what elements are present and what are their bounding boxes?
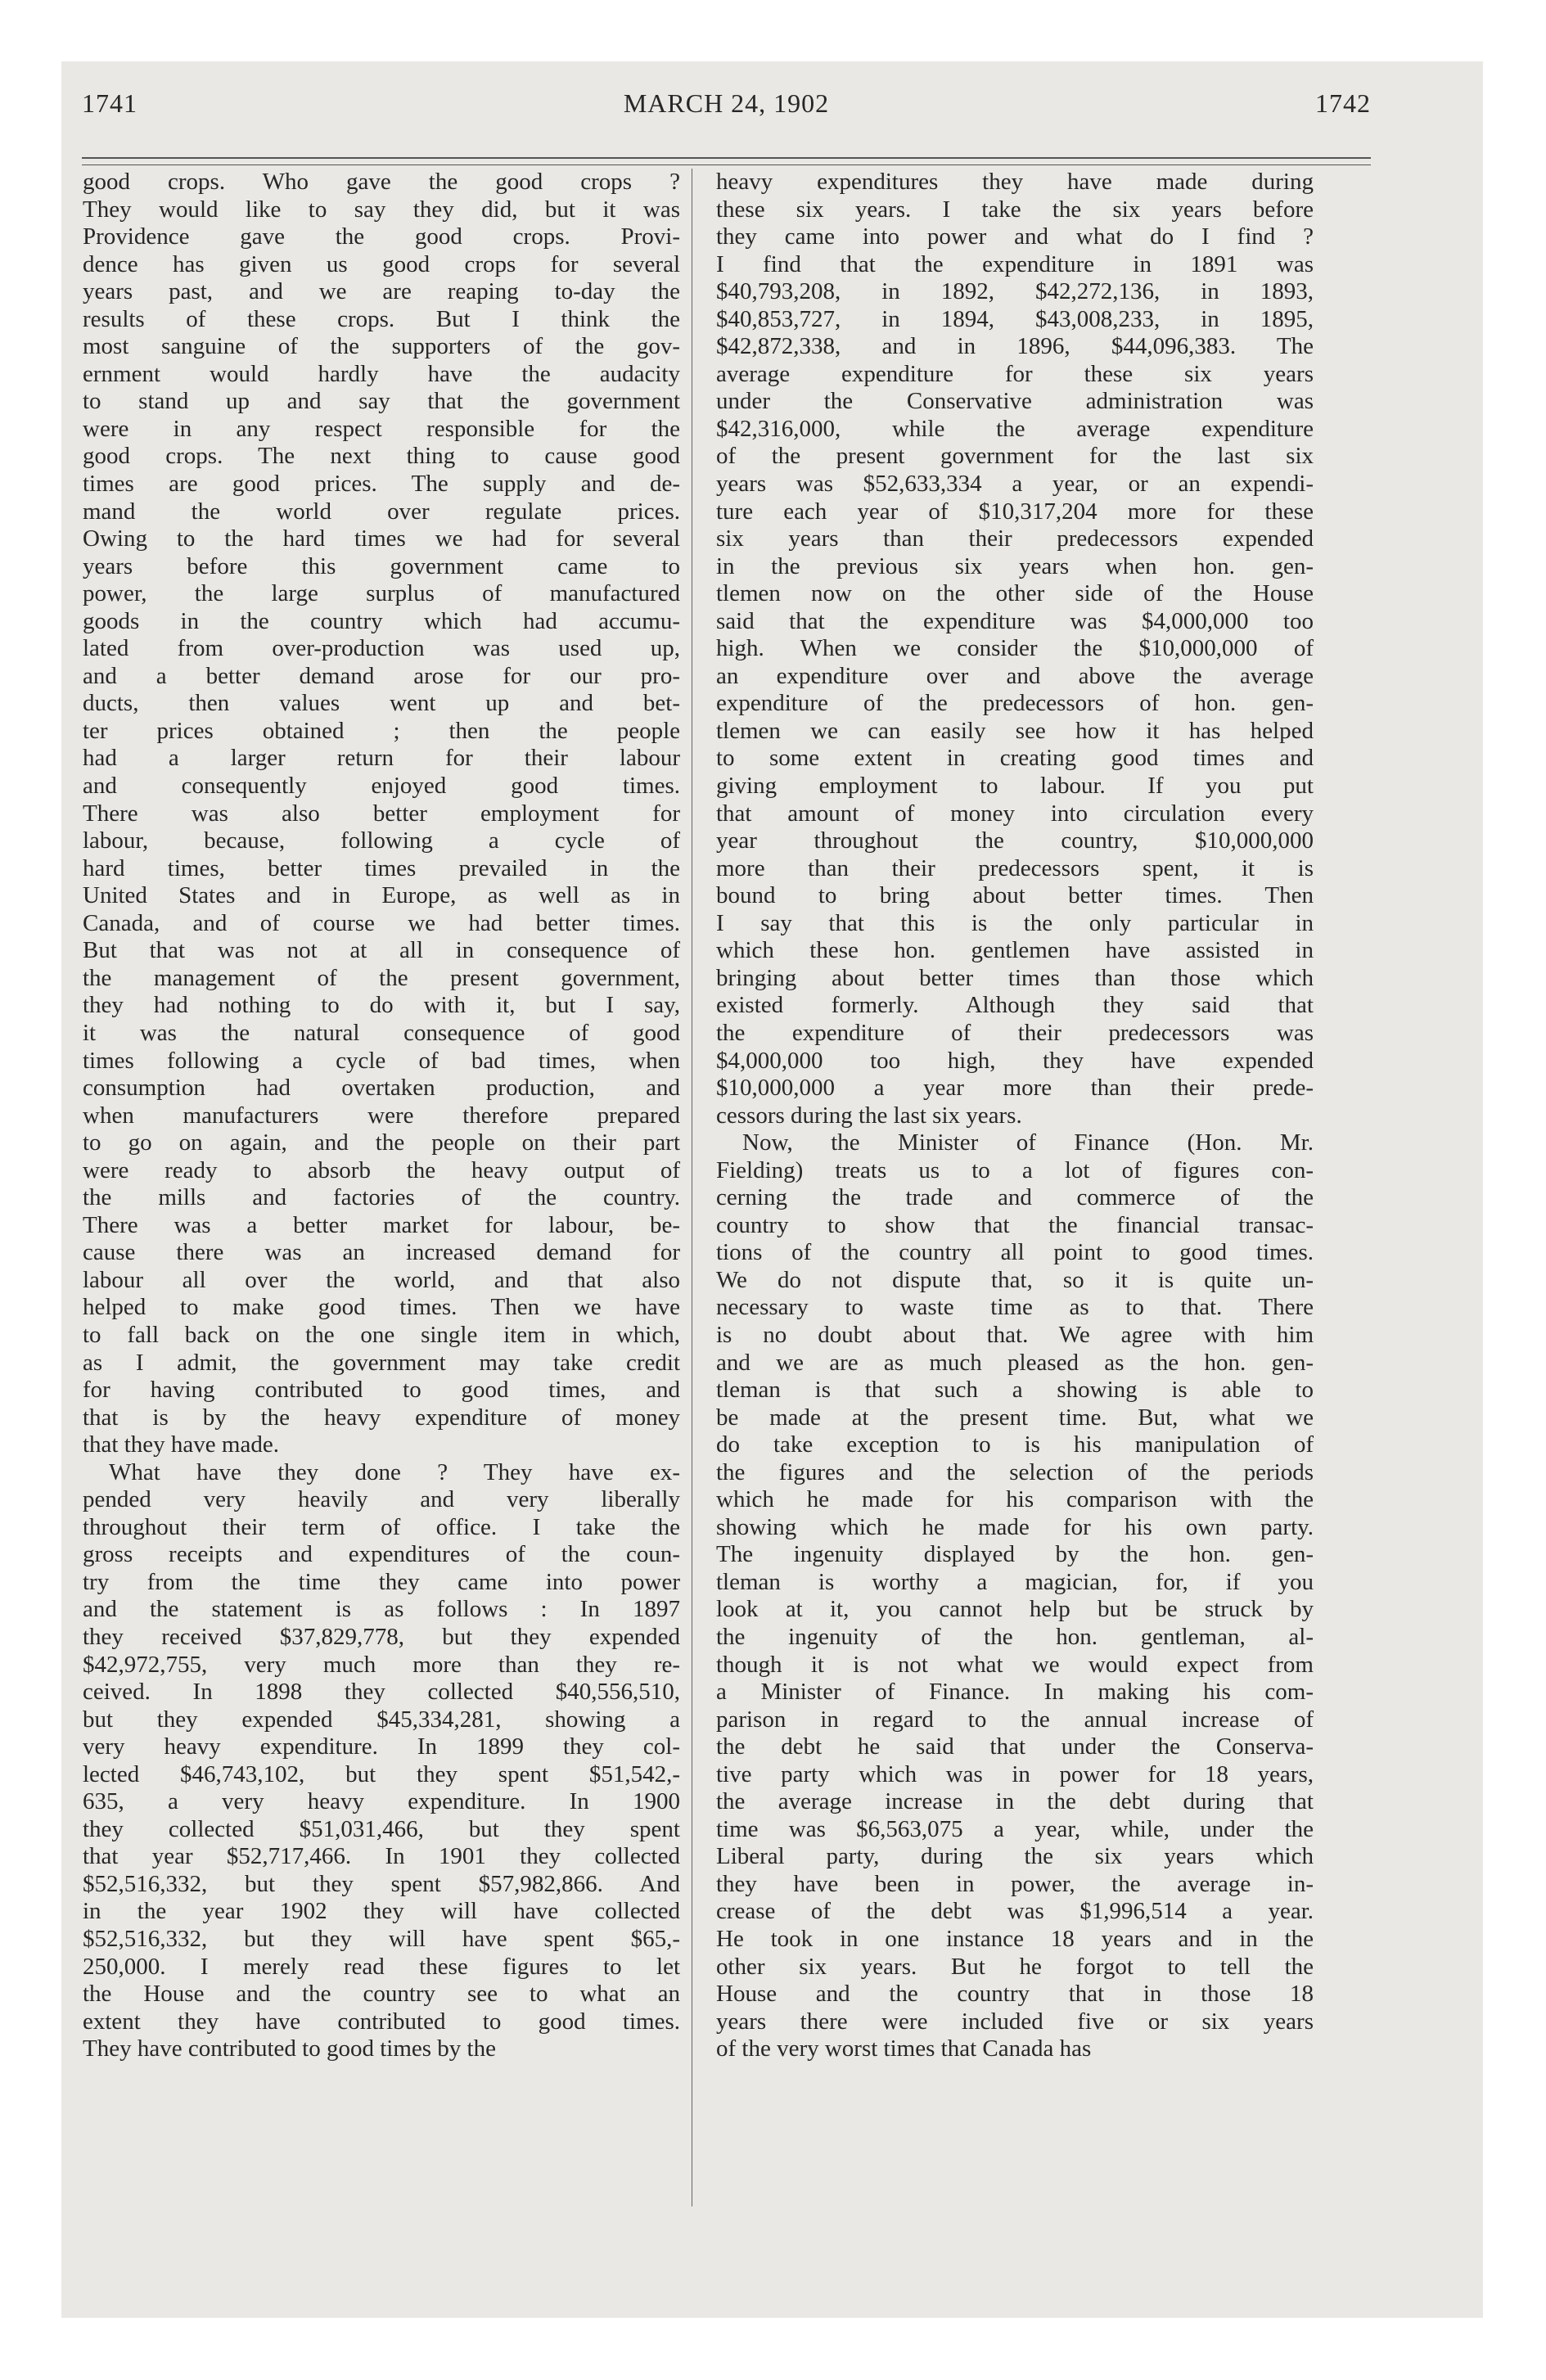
text-line: a Minister of Finance. In making his com- bbox=[716, 1679, 1314, 1706]
text-line: which he made for his comparison with the bbox=[716, 1486, 1314, 1513]
text-line: the ingenuity of the hon. gentleman, al- bbox=[716, 1623, 1314, 1650]
text-line: very heavy expenditure. In 1899 they col- bbox=[83, 1733, 680, 1760]
text-line: $4,000,000 too high, they have expended bbox=[716, 1047, 1314, 1074]
text-line: the average increase in the debt during that bbox=[716, 1788, 1314, 1815]
text-line: tleman is worthy a magician, for, if you bbox=[716, 1568, 1314, 1595]
text-line: years before this government came to bbox=[83, 552, 680, 579]
text-line: good crops. The next thing to cause good bbox=[83, 443, 680, 470]
text-line: tlemen we can easily see how it has helped bbox=[716, 717, 1314, 744]
text-line: it was the natural consequence of good bbox=[83, 1019, 680, 1046]
text-line: the mills and factories of the country. bbox=[83, 1184, 680, 1211]
text-line: as I admit, the government may take credit bbox=[83, 1349, 680, 1376]
text-line: crease of the debt was $1,996,514 a year. bbox=[716, 1898, 1314, 1925]
text-line: They would like to say they did, but it was bbox=[83, 196, 680, 223]
text-line: years there were included five or six years bbox=[716, 2008, 1314, 2035]
text-line: the figures and the selection of the periods bbox=[716, 1458, 1314, 1485]
text-line: ter prices obtained ; then the people bbox=[83, 717, 680, 744]
text-line: country to show that the financial transac- bbox=[716, 1211, 1314, 1238]
text-line: $52,516,332, but they will have spent $65,- bbox=[83, 1926, 680, 1952]
text-line: Fielding) treats us to a lot of figures con- bbox=[716, 1156, 1314, 1183]
text-line: times are good prices. The supply and de- bbox=[83, 471, 680, 498]
text-line: lated from over-production was used up, bbox=[83, 635, 680, 662]
text-line: which these hon. gentlemen have assisted in bbox=[716, 937, 1314, 964]
left-column bbox=[83, 169, 680, 2063]
text-line: goods in the country which had accumu- bbox=[83, 607, 680, 634]
text-line: to some extent in creating good times and bbox=[716, 745, 1314, 772]
right-column bbox=[716, 169, 1314, 2063]
text-line: but they expended $45,334,281, showing a bbox=[83, 1706, 680, 1733]
text-line: expenditure of the predecessors of hon. gen- bbox=[716, 690, 1314, 717]
text-line: labour all over the world, and that also bbox=[83, 1266, 680, 1293]
text-line: bound to bring about better times. Then bbox=[716, 882, 1314, 909]
page-date: MARCH 24, 1902 bbox=[623, 88, 830, 118]
text-line: an expenditure over and above the average bbox=[716, 662, 1314, 689]
text-line: and the statement is as follows : In 1897 bbox=[83, 1596, 680, 1623]
text-line: most sanguine of the supporters of the gov- bbox=[83, 333, 680, 360]
text-line: There was also better employment for bbox=[83, 800, 680, 827]
text-line: mand the world over regulate prices. bbox=[83, 498, 680, 525]
text-line: year throughout the country, $10,000,000 bbox=[716, 827, 1314, 854]
text-line: 635, a very heavy expenditure. In 1900 bbox=[83, 1788, 680, 1815]
text-line: do take exception to is his manipulation of bbox=[716, 1431, 1314, 1458]
text-line: power, the large surplus of manufactured bbox=[83, 580, 680, 607]
text-line: necessary to waste time as to that. There bbox=[716, 1294, 1314, 1321]
header-rule bbox=[82, 157, 1371, 159]
text-line: they had nothing to do with it, but I say, bbox=[83, 992, 680, 1019]
text-line: tleman is that such a showing is able to bbox=[716, 1377, 1314, 1404]
text-line: to go on again, and the people on their part bbox=[83, 1129, 680, 1156]
text-line: results of these crops. But I think the bbox=[83, 305, 680, 332]
text-line: House and the country that in those 18 bbox=[716, 1981, 1314, 2008]
text-line: dence has given us good crops for several bbox=[83, 250, 680, 277]
text-line: bringing about better times than those which bbox=[716, 964, 1314, 991]
text-line: heavy expenditures they have made during bbox=[716, 169, 1314, 195]
text-line: they came into power and what do I find ? bbox=[716, 223, 1314, 250]
text-line: He took in one instance 18 years and in the bbox=[716, 1926, 1314, 1952]
text-line: though it is not what we would expect from bbox=[716, 1651, 1314, 1678]
text-line: they collected $51,031,466, but they spent bbox=[83, 1815, 680, 1842]
text-line: other six years. But he forgot to tell the bbox=[716, 1953, 1314, 1980]
text-line: $42,872,338, and in 1896, $44,096,383. The bbox=[716, 333, 1314, 360]
text-line: in the previous six years when hon. gen- bbox=[716, 552, 1314, 579]
text-line: that they have made. bbox=[83, 1431, 279, 1458]
text-line: helped to make good times. Then we have bbox=[83, 1294, 680, 1321]
text-line: The ingenuity displayed by the hon. gen- bbox=[716, 1541, 1314, 1568]
text-line: were in any respect responsible for the bbox=[83, 415, 680, 442]
text-line: There was a better market for labour, be- bbox=[83, 1211, 680, 1238]
text-line: the expenditure of their predecessors was bbox=[716, 1019, 1314, 1046]
text-line: to fall back on the one single item in which, bbox=[83, 1321, 680, 1348]
text-line: six years than their predecessors expended bbox=[716, 525, 1314, 552]
text-line: I find that the expenditure in 1891 was bbox=[716, 250, 1314, 277]
page-number-right: 1742 bbox=[1315, 88, 1371, 118]
text-line: the debt he said that under the Conserva- bbox=[716, 1733, 1314, 1760]
text-line: ture each year of $10,317,204 more for these bbox=[716, 498, 1314, 525]
text-line: $42,316,000, while the average expenditure bbox=[716, 415, 1314, 442]
text-line: pended very heavily and very liberally bbox=[83, 1486, 680, 1513]
text-line: that amount of money into circulation every bbox=[716, 800, 1314, 827]
text-line: $10,000,000 a year more than their prede- bbox=[716, 1075, 1314, 1102]
text-line: years was $52,633,334 a year, or an expendi- bbox=[716, 471, 1314, 498]
text-line: of the present government for the last six bbox=[716, 443, 1314, 470]
text-line: giving employment to labour. If you put bbox=[716, 773, 1314, 800]
text-line: ducts, then values went up and bet- bbox=[83, 690, 680, 717]
text-line: that year $52,717,466. In 1901 they collected bbox=[83, 1843, 680, 1870]
text-line: cessors during the last six years. bbox=[716, 1102, 1022, 1129]
text-line: these six years. I take the six years before bbox=[716, 196, 1314, 223]
text-line: try from the time they came into power bbox=[83, 1568, 680, 1595]
text-line: gross receipts and expenditures of the coun- bbox=[83, 1541, 680, 1568]
text-line: times following a cycle of bad times, when bbox=[83, 1047, 680, 1074]
text-line: Liberal party, during the six years which bbox=[716, 1843, 1314, 1870]
text-line: the management of the present government, bbox=[83, 964, 680, 991]
text-line: and a better demand arose for our pro- bbox=[83, 662, 680, 689]
text-line: existed formerly. Although they said that bbox=[716, 992, 1314, 1019]
text-line: good crops. Who gave the good crops ? bbox=[83, 169, 680, 195]
text-line: $42,972,755, very much more than they re- bbox=[83, 1651, 680, 1678]
text-line: under the Conservative administration was bbox=[716, 388, 1314, 415]
text-line: throughout their term of office. I take the bbox=[83, 1513, 680, 1540]
text-line: and consequently enjoyed good times. bbox=[83, 773, 680, 800]
text-line: labour, because, following a cycle of bbox=[83, 827, 680, 854]
text-line: consumption had overtaken production, and bbox=[83, 1075, 680, 1102]
text-line: they received $37,829,778, but they expended bbox=[83, 1623, 680, 1650]
text-line: What have they done ? They have ex- bbox=[109, 1458, 680, 1485]
text-line: tive party which was in power for 18 years, bbox=[716, 1760, 1314, 1787]
text-line: Providence gave the good crops. Provi- bbox=[83, 223, 680, 250]
text-line: We do not dispute that, so it is quite un- bbox=[716, 1266, 1314, 1293]
text-line: Owing to the hard times we had for several bbox=[83, 525, 680, 552]
text-line: But that was not at all in consequence of bbox=[83, 937, 680, 964]
text-line: had a larger return for their labour bbox=[83, 745, 680, 772]
text-line: lected $46,743,102, but they spent $51,542,- bbox=[83, 1760, 680, 1787]
text-line: be made at the present time. But, what we bbox=[716, 1404, 1314, 1431]
text-line: extent they have contributed to good times. bbox=[83, 2008, 680, 2035]
text-line: the House and the country see to what an bbox=[83, 1981, 680, 2008]
text-line: cerning the trade and commerce of the bbox=[716, 1184, 1314, 1211]
text-line: in the year 1902 they will have collected bbox=[83, 1898, 680, 1925]
page-header bbox=[82, 88, 1371, 134]
text-line: cause there was an increased demand for bbox=[83, 1239, 680, 1266]
text-line: and we are as much pleased as the hon. gen- bbox=[716, 1349, 1314, 1376]
text-line: $40,793,208, in 1892, $42,272,136, in 1893, bbox=[716, 278, 1314, 305]
text-line: look at it, you cannot help but be struck by bbox=[716, 1596, 1314, 1623]
text-line: is no doubt about that. We agree with him bbox=[716, 1321, 1314, 1348]
text-line: they have been in power, the average in- bbox=[716, 1870, 1314, 1897]
text-line: that is by the heavy expenditure of money bbox=[83, 1404, 680, 1431]
text-line: hard times, better times prevailed in the bbox=[83, 854, 680, 881]
text-line: years past, and we are reaping to-day the bbox=[83, 278, 680, 305]
text-line: tlemen now on the other side of the House bbox=[716, 580, 1314, 607]
text-line: average expenditure for these six years bbox=[716, 360, 1314, 387]
text-line: high. When we consider the $10,000,000 of bbox=[716, 635, 1314, 662]
text-line: I say that this is the only particular in bbox=[716, 909, 1314, 936]
text-line: showing which he made for his own party. bbox=[716, 1513, 1314, 1540]
text-line: to stand up and say that the government bbox=[83, 388, 680, 415]
text-line: 250,000. I merely read these figures to let bbox=[83, 1953, 680, 1980]
text-line: ceived. In 1898 they collected $40,556,510, bbox=[83, 1679, 680, 1706]
text-line: tions of the country all point to good times. bbox=[716, 1239, 1314, 1266]
text-line: time was $6,563,075 a year, while, under the bbox=[716, 1815, 1314, 1842]
text-line: $40,853,727, in 1894, $43,008,233, in 1895, bbox=[716, 305, 1314, 332]
text-line: more than their predecessors spent, it is bbox=[716, 854, 1314, 881]
text-line: They have contributed to good times by the bbox=[83, 2035, 496, 2062]
text-line: said that the expenditure was $4,000,000 too bbox=[716, 607, 1314, 634]
page-number-left: 1741 bbox=[82, 88, 137, 118]
text-line: ernment would hardly have the audacity bbox=[83, 360, 680, 387]
text-line: were ready to absorb the heavy output of bbox=[83, 1156, 680, 1183]
text-line: for having contributed to good times, and bbox=[83, 1377, 680, 1404]
text-line: Canada, and of course we had better times. bbox=[83, 909, 680, 936]
text-line: when manufacturers were therefore prepared bbox=[83, 1102, 680, 1129]
text-line: parison in regard to the annual increase of bbox=[716, 1706, 1314, 1733]
text-line: Now, the Minister of Finance (Hon. Mr. bbox=[742, 1129, 1314, 1156]
text-line: $52,516,332, but they spent $57,982,866. And bbox=[83, 1870, 680, 1897]
text-line: of the very worst times that Canada has bbox=[716, 2035, 1092, 2062]
text-line: United States and in Europe, as well as in bbox=[83, 882, 680, 909]
